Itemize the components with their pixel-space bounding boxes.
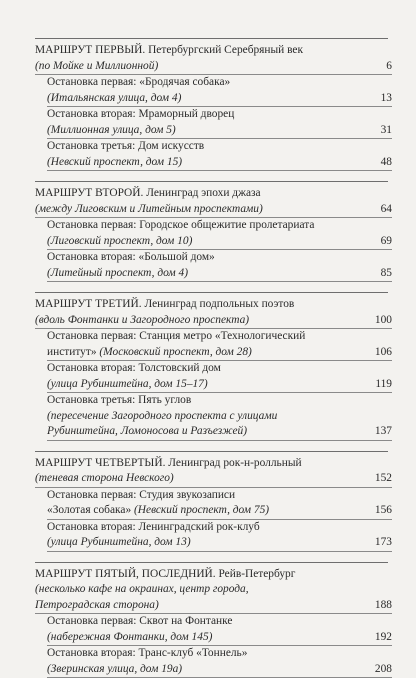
stop-address: (Невский проспект, дом 15) bbox=[47, 156, 182, 168]
route-section bbox=[35, 562, 388, 678]
table-of-contents bbox=[35, 38, 388, 678]
route-subtitle bbox=[35, 59, 392, 76]
page-number: 156 bbox=[375, 503, 392, 519]
page-number: 106 bbox=[375, 345, 392, 361]
stop-address-row bbox=[47, 535, 392, 552]
stop-address: (Литейный проспект, дом 4) bbox=[47, 267, 188, 279]
stop-title: Остановка вторая: Мраморный дворец bbox=[47, 107, 388, 123]
stop-entry[interactable] bbox=[35, 329, 388, 361]
page-number: 208 bbox=[375, 662, 392, 678]
stop-title: Остановка первая: Сквот на Фонтанке bbox=[47, 614, 388, 630]
stop-entry[interactable] bbox=[35, 218, 388, 250]
stop-title: Остановка третья: Дом искусств bbox=[47, 139, 388, 155]
route-title: . Ленинград эпохи джаза bbox=[141, 187, 261, 199]
route-title: . Ленинград рок-н-ролльный bbox=[163, 457, 302, 469]
stop-entry[interactable] bbox=[35, 139, 388, 171]
route-section bbox=[35, 451, 388, 552]
route-label: МАРШРУТ ПЕРВЫЙ bbox=[35, 44, 142, 56]
stop-address: (пересечение Загородного проспекта с улицами bbox=[47, 409, 388, 425]
page-number: 31 bbox=[381, 123, 392, 139]
stop-address-row bbox=[47, 234, 392, 251]
route-section bbox=[35, 292, 388, 441]
stop-title: Остановка вторая: «Большой дом» bbox=[47, 250, 388, 266]
route-subtitle-text: (несколько кафе на окраинах, центр города, bbox=[35, 583, 249, 595]
stop-entry[interactable] bbox=[35, 107, 388, 139]
stop-address: (Лиговский проспект, дом 10) bbox=[47, 235, 192, 247]
route-title: . Петербургский Серебряный век bbox=[142, 44, 303, 56]
stop-title: Остановка первая: Городское общежитие пролетариата bbox=[47, 218, 388, 234]
stop-entry[interactable] bbox=[35, 520, 388, 552]
stop-title-tail: институт» bbox=[47, 346, 97, 358]
route-subtitle-text: (теневая сторона Невского) bbox=[35, 472, 174, 484]
stop-address-row bbox=[47, 377, 392, 394]
route-subtitle bbox=[35, 471, 392, 488]
stop-address: (набережная Фонтанки, дом 145) bbox=[47, 631, 212, 643]
stop-address: (улица Рубинштейна, дом 15–17) bbox=[47, 378, 208, 390]
stop-address: (Московский проспект, дом 28) bbox=[97, 346, 252, 358]
stop-title: Остановка первая: «Бродячая собака» bbox=[47, 75, 388, 91]
stop-entry[interactable] bbox=[35, 250, 388, 282]
route-subtitle bbox=[35, 202, 392, 219]
stop-address-row bbox=[47, 662, 392, 678]
stop-title: Остановка первая: Станция метро «Технологический bbox=[47, 329, 388, 345]
stop-title: Остановка вторая: Транс-клуб «Тоннель» bbox=[47, 646, 388, 662]
route-heading[interactable] bbox=[35, 297, 388, 313]
route-section bbox=[35, 181, 388, 282]
stop-entry[interactable] bbox=[35, 361, 388, 393]
stop-address: (Итальянская улица, дом 4) bbox=[47, 92, 181, 104]
page-number: 48 bbox=[381, 155, 392, 171]
stop-address-row bbox=[47, 123, 392, 140]
page-number: 192 bbox=[375, 630, 392, 646]
page-number: 188 bbox=[375, 598, 392, 614]
page-number: 13 bbox=[381, 91, 392, 107]
route-label: МАРШРУТ ПЯТЫЙ, ПОСЛЕДНИЙ bbox=[35, 568, 213, 580]
route-section bbox=[35, 38, 388, 171]
stop-address: (Невский проспект, дом 75) bbox=[131, 504, 269, 516]
stop-title-tail: «Золотая собака» bbox=[47, 504, 131, 516]
page-number: 85 bbox=[381, 266, 392, 282]
stop-address-row bbox=[47, 266, 392, 283]
route-subtitle-text: Петроградская сторона) bbox=[35, 599, 159, 611]
stop-entry[interactable] bbox=[35, 393, 388, 441]
route-heading[interactable] bbox=[35, 567, 388, 583]
stop-address-row bbox=[47, 91, 392, 108]
stop-address-row bbox=[47, 503, 392, 520]
page-number: 137 bbox=[375, 424, 392, 440]
stop-title: Остановка третья: Пять углов bbox=[47, 393, 388, 409]
route-subtitle-text: (вдоль Фонтанки и Загородного проспекта) bbox=[35, 314, 249, 326]
page-number: 119 bbox=[375, 377, 392, 393]
stop-address: Рубинштейна, Ломоносова и Разъезжей) bbox=[47, 425, 247, 437]
page-number: 69 bbox=[381, 234, 392, 250]
page-number: 64 bbox=[381, 202, 392, 218]
page-number: 152 bbox=[375, 471, 392, 487]
stop-address-row bbox=[47, 424, 392, 441]
page-number: 173 bbox=[375, 535, 392, 551]
page-number: 100 bbox=[375, 313, 392, 329]
route-heading[interactable] bbox=[35, 186, 388, 202]
route-title: . Рейв-Петербург bbox=[213, 568, 296, 580]
stop-entry[interactable] bbox=[35, 75, 388, 107]
stop-title: Остановка первая: Студия звукозаписи bbox=[47, 488, 388, 504]
stop-entry[interactable] bbox=[35, 488, 388, 520]
route-heading[interactable] bbox=[35, 456, 388, 472]
stop-address-row bbox=[47, 155, 392, 172]
stop-title: Остановка вторая: Ленинградский рок-клуб bbox=[47, 520, 388, 536]
route-subtitle bbox=[35, 598, 392, 615]
route-subtitle bbox=[35, 313, 392, 330]
stop-entry[interactable] bbox=[35, 614, 388, 646]
stop-address-row bbox=[47, 630, 392, 647]
route-label: МАРШРУТ ЧЕТВЕРТЫЙ bbox=[35, 457, 163, 469]
stop-address: (Зверинская улица, дом 19а) bbox=[47, 663, 182, 675]
route-subtitle-text: (по Мойке и Миллионной) bbox=[35, 60, 158, 72]
stop-address-row bbox=[47, 345, 392, 362]
route-heading[interactable] bbox=[35, 43, 388, 59]
route-title: . Ленинград подпольных поэтов bbox=[139, 298, 295, 310]
route-label: МАРШРУТ ВТОРОЙ bbox=[35, 187, 141, 199]
route-label: МАРШРУТ ТРЕТИЙ bbox=[35, 298, 139, 310]
stop-entry[interactable] bbox=[35, 646, 388, 678]
stop-address: (Миллионная улица, дом 5) bbox=[47, 124, 176, 136]
page-number: 6 bbox=[386, 59, 392, 75]
route-subtitle bbox=[35, 582, 388, 598]
route-subtitle-text: (между Лиговским и Литейным проспектами) bbox=[35, 203, 263, 215]
stop-address: (улица Рубинштейна, дом 13) bbox=[47, 536, 191, 548]
stop-title: Остановка вторая: Толстовский дом bbox=[47, 361, 388, 377]
